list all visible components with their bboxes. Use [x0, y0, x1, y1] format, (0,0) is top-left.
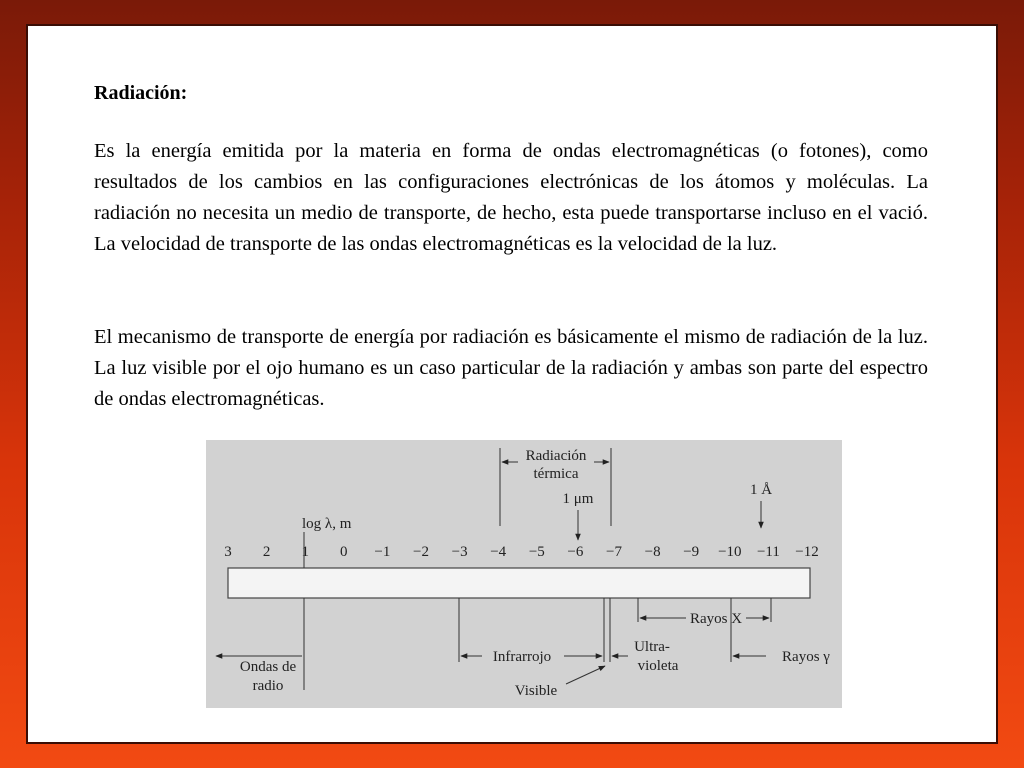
paragraph-transport-mechanism: El mecanismo de transporte de energía por radiación es básicamente el mismo de radiación de la luz. La luz visible por el ojo humano es un caso particular de la radiación y ambas son parte del espectro de ondas electromagnéticas. — [94, 326, 928, 410]
infrared-label: Infrarrojo — [492, 649, 552, 665]
slide — [26, 24, 998, 744]
axis-label: log λ, m — [302, 516, 352, 532]
xray-label: Rayos X — [689, 611, 743, 627]
tick-label: −3 — [451, 544, 468, 560]
ultraviolet-label-line2: violeta — [637, 658, 679, 674]
thermal-label-line2: térmica — [533, 466, 579, 482]
spectrum-bar — [228, 568, 810, 598]
tick-label: −12 — [795, 544, 819, 560]
angstrom-label: 1 Å — [749, 482, 773, 498]
tick-label: −8 — [644, 544, 661, 560]
tick-label: −11 — [756, 544, 780, 560]
tick-label: 3 — [224, 544, 232, 560]
tick-label: 0 — [340, 544, 348, 560]
visible-arrow — [566, 666, 605, 684]
electromagnetic-spectrum-figure — [206, 440, 842, 708]
tick-label: 1 — [301, 544, 309, 560]
slide-title: Radiación: — [94, 82, 188, 104]
tick-labels — [224, 544, 818, 560]
ultraviolet-label-line1: Ultra- — [634, 639, 670, 655]
visible-label: Visible — [514, 683, 558, 699]
tick-label: −6 — [567, 544, 584, 560]
tick-label: −2 — [413, 544, 429, 560]
tick-label: −7 — [606, 544, 622, 560]
tick-label: −10 — [718, 544, 742, 560]
tick-label: 2 — [262, 544, 271, 560]
paragraph-radiation-definition: Es la energía emitida por la materia en forma de ondas electromagnéticas (o fotones), como resultados de los cambios en las configuraciones electrónicas de los átomos y moléculas. La radiación no necesita un medio de transporte, de hecho, esta puede transportarse incluso en el vació. La velocidad de transporte de las ondas electromagnéticas es la velocidad de la luz. — [94, 140, 928, 255]
radio-label-line2: radio — [252, 678, 284, 694]
gamma-label: Rayos γ — [782, 649, 830, 665]
micron-label: 1 μm — [562, 491, 594, 507]
tick-label: −9 — [683, 544, 700, 560]
tick-label: −5 — [528, 544, 545, 560]
tick-label: −4 — [490, 544, 507, 560]
tick-label: −1 — [374, 544, 391, 560]
radio-label-line1: Ondas de — [239, 659, 297, 675]
spectrum-diagram — [206, 440, 842, 708]
thermal-label-line1: Radiación — [525, 448, 587, 464]
